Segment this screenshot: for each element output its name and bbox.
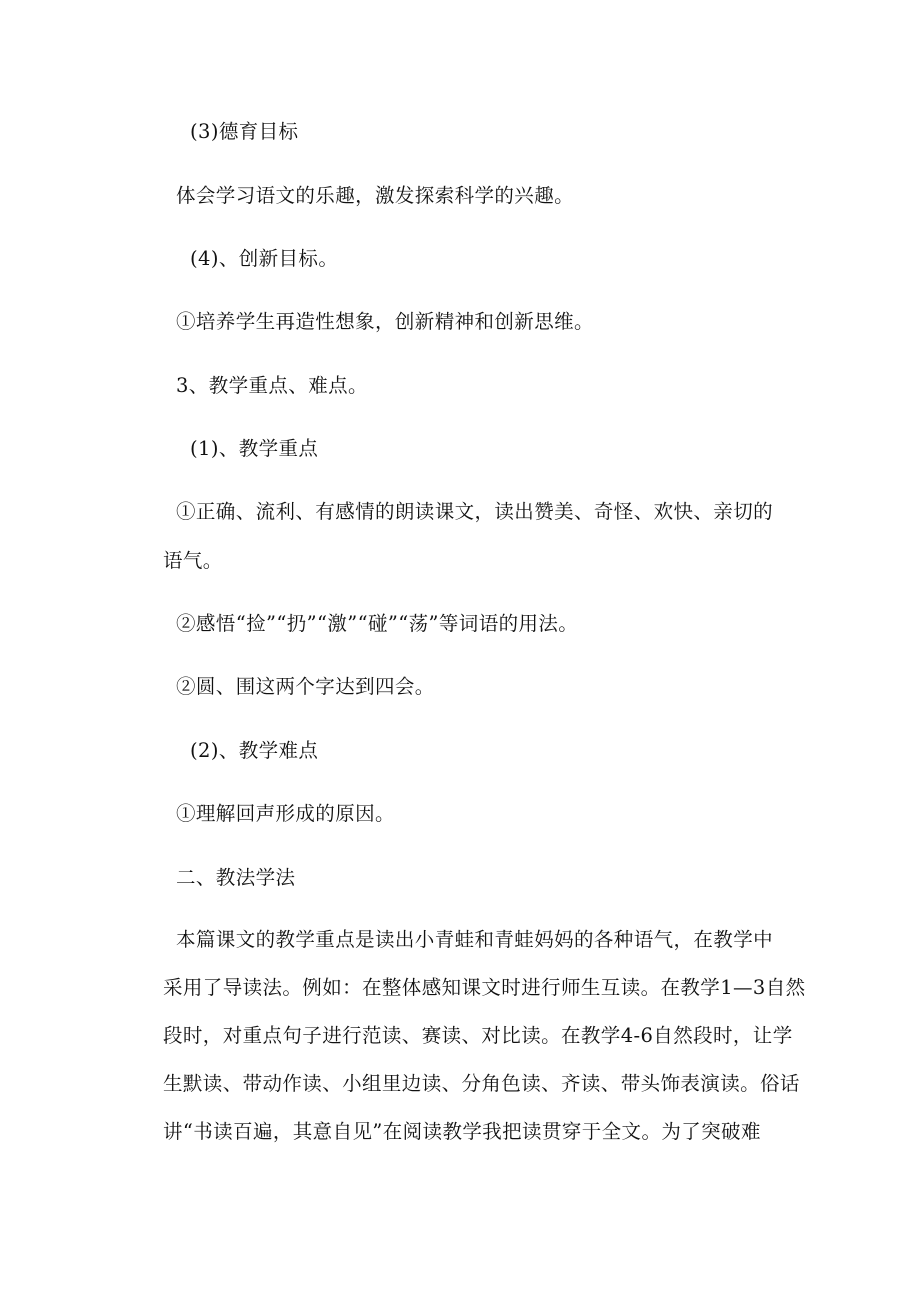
heading-moral-goal: (3)德育目标	[190, 120, 299, 143]
text-focus-item-3: ②圆、围这两个字达到四会。	[176, 675, 435, 698]
text-innovation-goal: ①培养学生再造性想象，创新精神和创新思维。	[176, 310, 594, 333]
heading-innovation-goal: (4)、创新目标。	[190, 247, 339, 270]
text-focus-item-2: ②感悟“捡”“扔”“激”“碰”“荡”等词语的用法。	[176, 612, 579, 635]
methods-paragraph-line: 生默读、带动作读、小组里边读、分角色读、齐读、带头饰表演读。俗话	[163, 1072, 800, 1095]
methods-paragraph-line: 本篇课文的教学重点是读出小青蛙和青蛙妈妈的各种语气，在教学中	[176, 928, 774, 951]
methods-paragraph-line: 采用了导读法。例如：在整体感知课文时进行师生互读。在教学1—3自然	[163, 976, 806, 999]
text-focus-item-1-cont: 语气。	[163, 549, 223, 572]
text-difficulty-item-1: ①理解回声形成的原因。	[176, 802, 395, 825]
methods-paragraph-line: 段时，对重点句子进行范读、赛读、对比读。在教学4-6自然段时，让学	[163, 1024, 793, 1047]
heading-methods: 二、教法学法	[176, 866, 296, 889]
methods-paragraph	[163, 927, 806, 1145]
heading-teaching-focus: (1)、教学重点	[190, 437, 319, 460]
methods-paragraph-line: 讲“书读百遍，其意自见”在阅读教学我把读贯穿于全文。为了突破难	[163, 1120, 761, 1143]
text-focus-item-1: ①正确、流利、有感情的朗读课文，读出赞美、奇怪、欢快、亲切的	[176, 500, 774, 523]
heading-teaching-difficulty: (2)、教学难点	[190, 739, 319, 762]
heading-key-points: 3、教学重点、难点。	[176, 374, 368, 397]
text-moral-goal: 体会学习语文的乐趣，激发探索科学的兴趣。	[176, 184, 575, 207]
